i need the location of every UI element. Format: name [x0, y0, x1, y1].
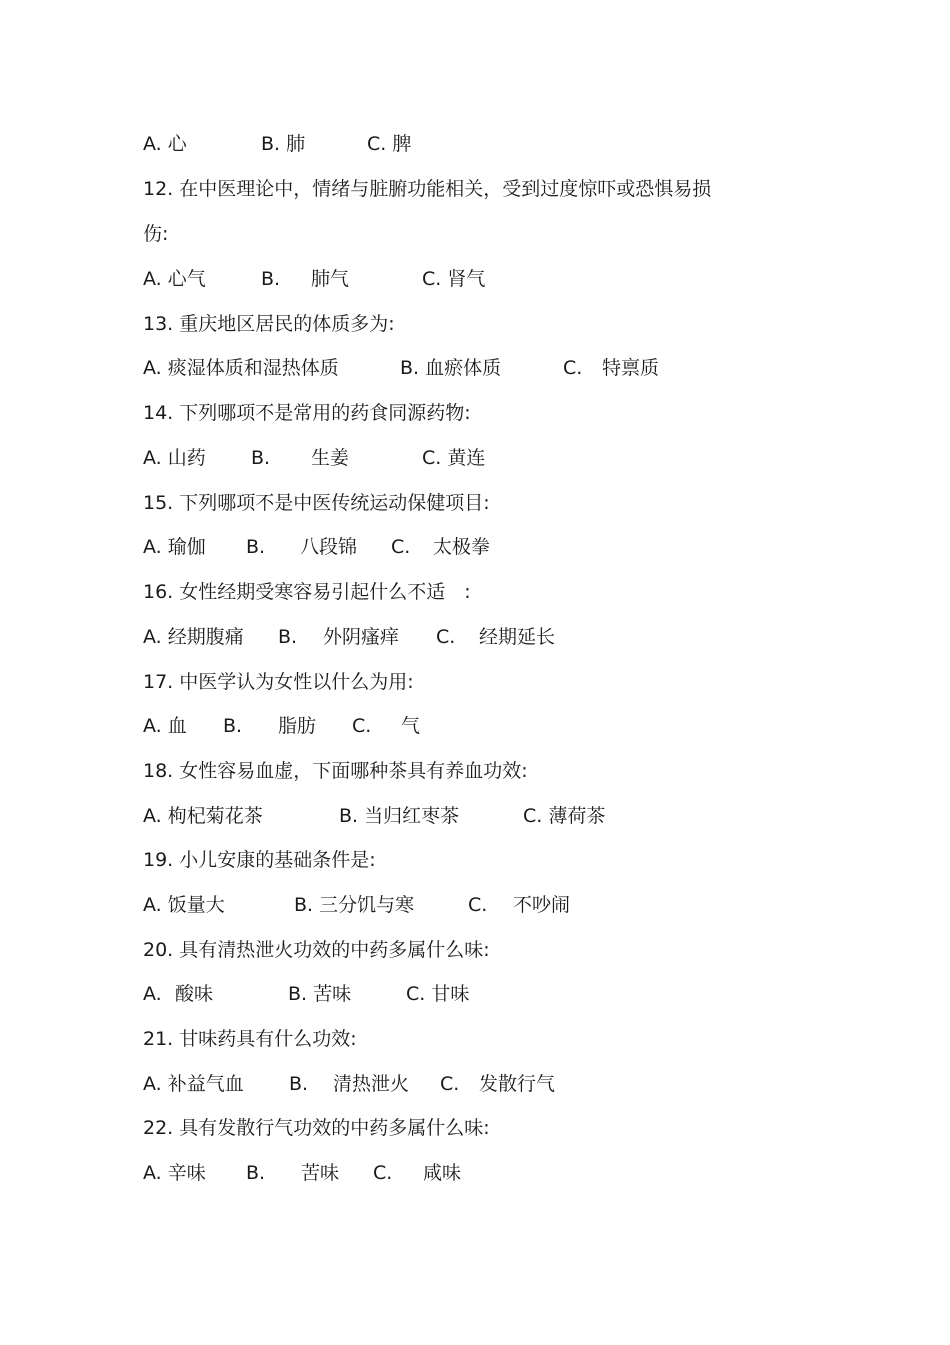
- question-text: 15. 下列哪项不是中医传统运动保健项目:: [143, 492, 490, 514]
- option-a: A.: [143, 983, 162, 1005]
- question-text: 16. 女性经期受寒容易引起什么不适 :: [143, 581, 471, 603]
- option-c-text: 气: [401, 715, 421, 737]
- option-b: B. 肺: [261, 133, 306, 155]
- option-c: C.: [468, 894, 488, 916]
- option-c: C.: [391, 536, 411, 558]
- option-c-text: 咸味: [423, 1162, 462, 1184]
- question-text: 19. 小儿安康的基础条件是:: [143, 849, 376, 871]
- option-b-text: 外阴瘙痒: [323, 626, 400, 648]
- question-text: 22. 具有发散行气功效的中药多属什么味:: [143, 1117, 490, 1139]
- question-text: 12. 在中医理论中，情绪与脏腑功能相关，受到过度惊吓或恐惧易损: [143, 178, 712, 200]
- option-a: A. 经期腹痛: [143, 626, 244, 648]
- option-c: C. 肾气: [422, 268, 486, 290]
- option-c-text: 特禀质: [602, 357, 660, 379]
- option-a: A. 痰湿体质和湿热体质: [143, 357, 339, 379]
- question-text: 17. 中医学认为女性以什么为用:: [143, 671, 414, 693]
- option-a: A. 辛味: [143, 1162, 206, 1184]
- option-b: B.: [261, 268, 281, 290]
- option-a-text: 酸味: [175, 983, 214, 1005]
- option-c: C. 黄连: [422, 447, 486, 469]
- option-b: B. 三分饥与寒: [294, 894, 415, 916]
- option-c-text: 不吵闹: [513, 894, 571, 916]
- option-b: B. 血瘀体质: [400, 357, 502, 379]
- question-text: 21. 甘味药具有什么功效:: [143, 1028, 357, 1050]
- option-c: C. 脾: [367, 133, 412, 155]
- option-c: C. 甘味: [406, 983, 470, 1005]
- question-text: 20. 具有清热泄火功效的中药多属什么味:: [143, 939, 490, 961]
- option-a: A. 心气: [143, 268, 206, 290]
- option-b: B.: [223, 715, 243, 737]
- question-text: 13. 重庆地区居民的体质多为:: [143, 313, 395, 335]
- option-a: A. 饭量大: [143, 894, 225, 916]
- option-c-text: 经期延长: [479, 626, 556, 648]
- option-b: B. 当归红枣茶: [339, 805, 460, 827]
- option-c: C.: [373, 1162, 393, 1184]
- option-b: B.: [289, 1073, 309, 1095]
- option-b-text: 苦味: [301, 1162, 340, 1184]
- option-c: C.: [440, 1073, 460, 1095]
- option-b-text: 生姜: [311, 447, 350, 469]
- option-b: B. 苦味: [288, 983, 352, 1005]
- option-a: A. 补益气血: [143, 1073, 244, 1095]
- option-b-text: 清热泄火: [333, 1073, 410, 1095]
- question-text-continued: 伤:: [143, 223, 169, 245]
- option-a: A. 心: [143, 133, 187, 155]
- option-c: C.: [352, 715, 372, 737]
- question-text: 14. 下列哪项不是常用的药食同源药物:: [143, 402, 471, 424]
- option-c: C. 薄荷茶: [523, 805, 606, 827]
- option-a: A. 瑜伽: [143, 536, 206, 558]
- option-b-text: 肺气: [311, 268, 350, 290]
- option-b-text: 脂肪: [278, 715, 317, 737]
- option-c: C.: [436, 626, 456, 648]
- option-b: B.: [278, 626, 298, 648]
- option-a: A. 枸杞菊花茶: [143, 805, 263, 827]
- option-b: B.: [251, 447, 271, 469]
- question-text: 18. 女性容易血虚，下面哪种茶具有养血功效:: [143, 760, 528, 782]
- option-b: B.: [246, 536, 266, 558]
- option-c: C.: [563, 357, 583, 379]
- option-a: A. 血: [143, 715, 187, 737]
- option-b: B.: [246, 1162, 266, 1184]
- option-a: A. 山药: [143, 447, 206, 469]
- option-b-text: 八段锦: [300, 536, 358, 558]
- option-c-text: 发散行气: [479, 1073, 556, 1095]
- option-c-text: 太极拳: [433, 536, 491, 558]
